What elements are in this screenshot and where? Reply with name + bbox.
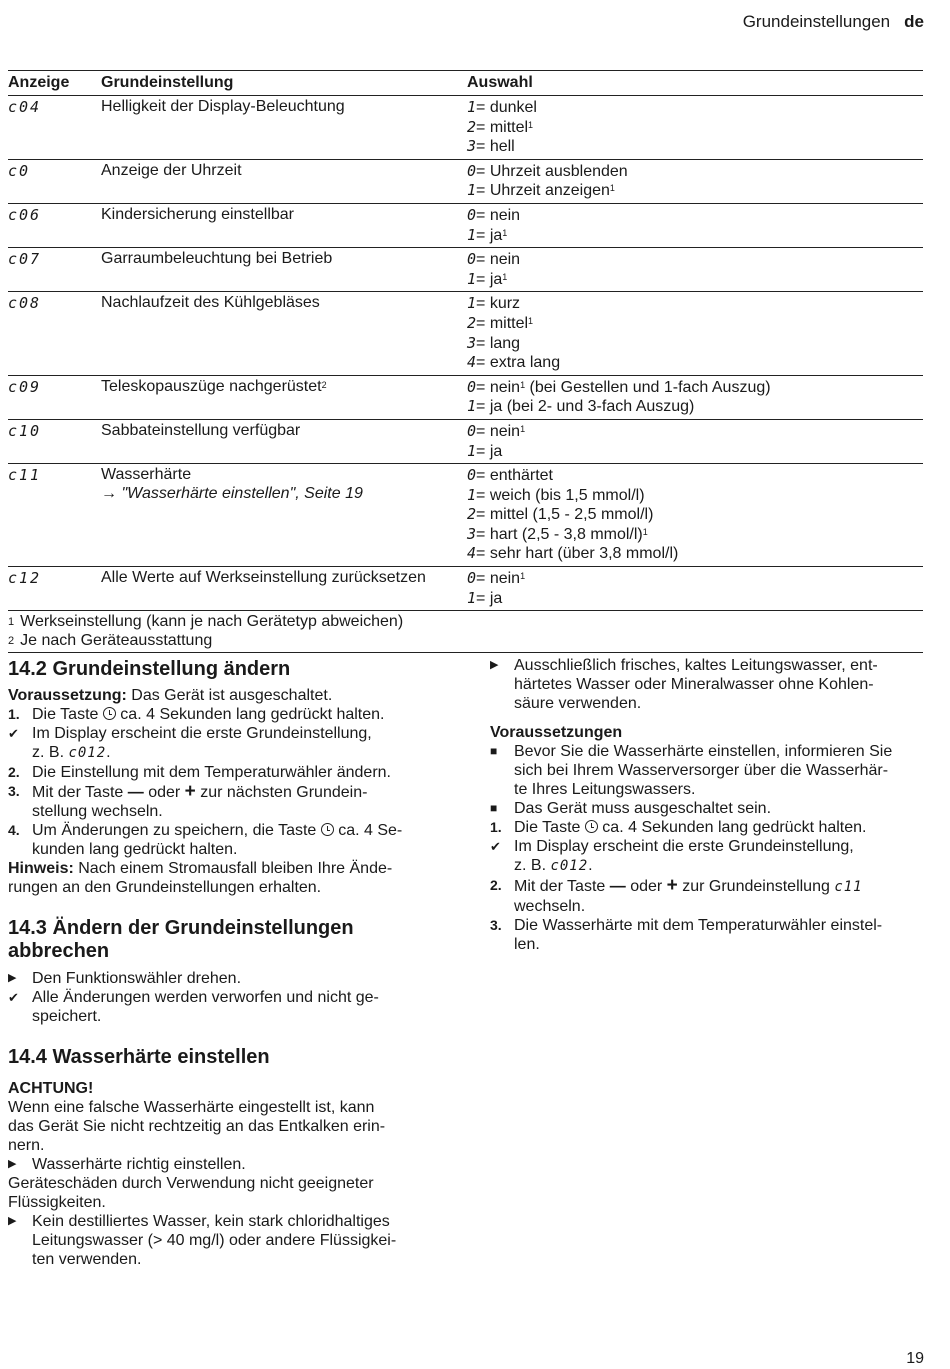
note: Hinweis: Nach einem Stromausfall bleiben Ihre Ände- rungen an den Grundeinstellungen erhalten. — [8, 860, 393, 896]
header-grundeinstellung: Grundeinstellung — [101, 74, 234, 91]
left-column — [8, 658, 443, 1269]
warning-label: ACHTUNG! — [8, 1080, 94, 1097]
table-row — [8, 160, 923, 204]
option-line: 1= ja (bei 2- und 3-fach Auszug) — [467, 397, 695, 416]
option-line: 3= hart (2,5 - 3,8 mmol/l)$^1$ — [467, 524, 648, 543]
display-code: c11 — [8, 466, 42, 485]
table-row — [8, 420, 923, 464]
table-footnotes — [8, 611, 923, 653]
setting-name: Teleskopauszüge nachgerüstet$^2$ — [101, 377, 327, 395]
option-line: 1= ja — [467, 441, 503, 460]
table-row — [8, 567, 923, 611]
setting-options — [467, 98, 923, 157]
step: 1. Die Taste ca. 4 Sekunden lang gedrückt halten. — [490, 819, 867, 836]
plus-icon: + — [184, 781, 196, 802]
result: ✔ Alle Änderungen werden verworfen und nicht ge- speichert. — [8, 989, 379, 1025]
setting-options — [467, 206, 923, 245]
option-line: 1= weich (bis 1,5 mmol/l) — [467, 485, 645, 504]
table-row — [8, 464, 923, 567]
option-line: 2= mittel$^1$ — [467, 117, 534, 136]
check-icon: ✔ — [8, 990, 19, 1005]
footnote: $^1$ Werkseinstellung (kann je nach Gerätetyp abweichen) — [8, 613, 404, 631]
step: 2. Mit der Taste — oder + zur Grundeinstellung c11 wechseln. — [490, 875, 863, 915]
triangle-icon: ▶ — [8, 1158, 17, 1170]
option-line: 0= nein$^1$ (bei Gestellen und 1-fach Auszug) — [467, 377, 771, 396]
display-code: c10 — [8, 421, 42, 440]
display-code: c12 — [8, 569, 42, 588]
display-code: c012 — [550, 858, 589, 874]
option-line: 0= enthärtet — [467, 466, 553, 485]
option-line: 1= kurz — [467, 294, 521, 313]
page-header — [743, 12, 924, 32]
plus-icon: + — [666, 875, 678, 896]
bullet-item: ■ Bevor Sie die Wasserhärte einstellen, informieren Sie sich bei Ihrem Wasserversorger über die Wasserhär- te Ihres Leitungswassers. — [490, 743, 893, 798]
square-bullet-icon: ■ — [490, 744, 498, 758]
display-code: c06 — [8, 205, 42, 224]
option-line: $1= ja^1$ — [467, 225, 508, 244]
header-section: Grundeinstellungen — [742, 12, 891, 31]
clock-icon — [103, 707, 116, 720]
table-header — [8, 71, 923, 96]
footnote: $^2$ Je nach Geräteausstattung — [8, 631, 213, 649]
action: ▶ Den Funktionswähler drehen. — [8, 970, 242, 987]
setting-options — [467, 569, 923, 608]
option-line: 1= Uhrzeit anzeigen$^1$ — [467, 181, 615, 200]
setting-name: Garraumbeleuchtung bei Betrieb — [101, 250, 333, 268]
option-line: 1= dunkel — [467, 98, 537, 116]
setting-options — [467, 466, 923, 564]
check-icon: ✔ — [8, 726, 19, 741]
display-code: c0 — [8, 161, 31, 180]
option-line: 2= mittel$^1$ — [467, 313, 534, 332]
setting-name: Sabbateinstellung verfügbar — [101, 421, 301, 439]
action: ▶ Ausschließlich frisches, kaltes Leitungswasser, ent- härtetes Wasser oder Mineralwasser ohne Kohlen- säure verwenden. — [490, 657, 878, 712]
setting-options — [467, 250, 923, 289]
option-line: 3= lang — [467, 333, 521, 352]
setting-name: Helligkeit der Display-Beleuchtung — [101, 98, 345, 115]
setting-options — [467, 294, 923, 372]
setting-name: Anzeige der Uhrzeit — [101, 161, 242, 179]
warning-text: Wenn eine falsche Wasserhärte eingestellt ist, kann das Gerät Sie nicht rechtzeitig an das Entkalken erin- nern. — [8, 1099, 386, 1154]
setting-options — [467, 378, 923, 417]
option-line: 3= hell — [467, 137, 515, 156]
setting-name: Nachlaufzeit des Kühlgebläses — [101, 294, 320, 312]
section-14-2-title: 14.2 Grundeinstellung ändern — [8, 658, 291, 680]
right-column — [490, 656, 925, 954]
setting-name: Alle Werte auf Werkseinstellung zurücksetzen — [101, 569, 426, 587]
triangle-icon: ▶ — [8, 1215, 17, 1227]
action: ▶ Kein destilliertes Wasser, kein stark chloridhaltiges Leitungswasser (> 40 mg/l) oder andere Flüssigkei- ten verwenden. — [8, 1213, 397, 1268]
step: 1. Die Taste ca. 4 Sekunden lang gedrückt halten. — [8, 706, 385, 723]
table-row — [8, 248, 923, 292]
minus-icon: — — [127, 784, 144, 801]
prerequisite: Voraussetzung: Das Gerät ist ausgeschaltet. — [8, 687, 333, 704]
triangle-icon: ▶ — [8, 972, 17, 984]
setting-name: Wasserhärte → "Wasserhärte einstellen", Seite 19 — [101, 466, 363, 502]
option-line: 4= extra lang — [467, 353, 561, 372]
minus-icon: — — [609, 878, 626, 895]
triangle-icon: ▶ — [490, 659, 499, 671]
section-14-4-title: 14.4 Wasserhärte einstellen — [8, 1046, 270, 1068]
table-row — [8, 292, 923, 375]
display-code: c08 — [8, 294, 42, 313]
option-line: 0= nein — [467, 205, 521, 224]
table-row — [8, 204, 923, 248]
setting-name: Kindersicherung einstellbar — [101, 205, 294, 223]
bullet-item: ■ Das Gerät muss ausgeschaltet sein. — [490, 800, 772, 817]
result: ✔ Im Display erscheint die erste Grundeinstellung, z. B. c012. — [8, 725, 372, 761]
cross-reference-link[interactable]: → "Wasserhärte einstellen", Seite 19 — [101, 484, 363, 502]
damage-text: Geräteschäden durch Verwendung nicht geeigneter Flüssigkeiten. — [8, 1175, 374, 1211]
display-code: c11 — [834, 879, 863, 895]
action: ▶ Wasserhärte richtig einstellen. — [8, 1156, 246, 1173]
table-body — [8, 96, 923, 611]
section-14-3-title: 14.3 Ändern der Grundeinstellungen abbrechen — [8, 917, 354, 962]
step: 2. Die Einstellung mit dem Temperaturwähler ändern. — [8, 764, 391, 781]
setting-options — [467, 422, 923, 461]
setting-options — [467, 162, 923, 201]
step: 4. Um Änderungen zu speichern, die Taste ca. 4 Se- kunden lang gedrückt halten. — [8, 822, 403, 858]
option-line: 1= ja — [467, 588, 503, 607]
table-row — [8, 96, 923, 160]
header-auswahl: Auswahl — [467, 74, 533, 91]
result: ✔ Im Display erscheint die erste Grundeinstellung, z. B. c012. — [490, 838, 854, 874]
check-icon: ✔ — [490, 839, 501, 854]
display-code: c012 — [68, 745, 107, 761]
clock-icon — [585, 820, 598, 833]
settings-table — [8, 70, 923, 653]
option-line: 0= nein$^1$ — [467, 421, 526, 440]
table-row — [8, 376, 923, 420]
option-line: $1= ja^1$ — [467, 269, 508, 288]
option-line: 0= nein$^1$ — [467, 569, 526, 588]
step: 3. Die Wasserhärte mit dem Temperaturwähler einstel- len. — [490, 917, 883, 953]
header-language: de — [904, 12, 924, 31]
step: 3. Mit der Taste — oder + zur nächsten Grundein- stellung wechseln. — [8, 781, 368, 820]
page-number: 19 — [906, 1350, 924, 1367]
display-code: c07 — [8, 250, 42, 269]
display-code: c09 — [8, 377, 42, 396]
clock-icon — [321, 823, 334, 836]
square-bullet-icon: ■ — [490, 801, 498, 815]
prerequisites-title: Voraussetzungen — [490, 724, 623, 741]
header-anzeige: Anzeige — [8, 74, 70, 91]
option-line: 0= nein — [467, 250, 521, 269]
option-line: 4= sehr hart (über 3,8 mmol/l) — [467, 544, 679, 563]
option-line: 2= mittel (1,5 - 2,5 mmol/l) — [467, 505, 654, 524]
option-line: 0= Uhrzeit ausblenden — [467, 161, 628, 180]
display-code: c04 — [8, 98, 42, 116]
